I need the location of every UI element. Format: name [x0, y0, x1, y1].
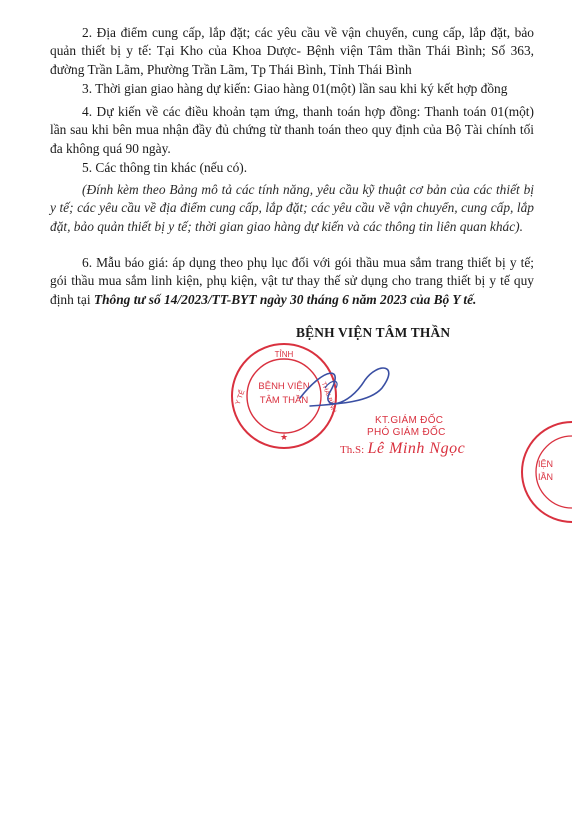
item-5-note: (Đính kèm theo Bảng mô tả các tính năng, yêu cầu kỹ thuật cơ bản của các thiết bị y tế; các yêu cầu về địa điểm cung cấp, lắp đặt; các yêu cầu về vận chuyển, cung cấp, lắp đặt, bảo quản thiết bị y tế; thời gian giao hàng dự kiến và các thông tin liên quan khác). — [50, 182, 534, 234]
item-6-circular-reference: Thông tư số 14/2023/TT-BYT ngày 30 tháng 6 năm 2023 — [93, 291, 407, 307]
item-5-other-info: 5. Các thông tin khác (nếu có). — [82, 160, 248, 175]
stamp-star-icon: ★ — [279, 432, 289, 442]
organization-name: BỆNH VIỆN TÂM THẦN — [296, 325, 451, 340]
signer-prefix: Th.S: — [340, 444, 365, 456]
item-6-ministry: của Bộ Y tế. — [406, 291, 477, 307]
item-2-delivery-location: 2. Địa điểm cung cấp, lắp đặt; các yêu cầu về vận chuyển, cung cấp, lắp đặt, bảo quản thiết bị y tế: Tại Kho của Khoa Dược- Bệnh viện Tâm thần Thái Bình; Số 363, đường Trần Lãm, Phường Trần Lãm, Tp Thái Bình, Tỉnh Thái Bình — [50, 25, 534, 77]
partial-stamp-line2: IẦN — [538, 472, 554, 482]
partial-stamp-line1: IỆN — [538, 459, 554, 469]
signature-stroke — [300, 368, 389, 406]
item-6-quotation-form — [50, 254, 534, 309]
stamp-center-line1: BỆNH VIỆN — [258, 381, 310, 392]
signer-name: Lê Minh Ngọc — [367, 440, 466, 457]
partial-stamp-icon — [500, 420, 572, 530]
handwritten-signature-icon — [270, 358, 420, 422]
item-3-delivery-time: 3. Thời gian giao hàng dự kiến: Giao hàng 01(một) lần sau khi ký kết hợp đồng — [82, 81, 508, 96]
stamp-center-line2: TÂM THẦN — [259, 395, 309, 406]
stamp-top-text: TỈNH — [274, 350, 294, 359]
signer-role-1: KT.GIÁM ĐỐC — [375, 415, 444, 426]
stamp-left-text: Y TẾ — [234, 389, 247, 406]
signer-name-block — [340, 440, 465, 458]
stamp-right-text: THÁI BÌNH — [319, 381, 338, 414]
signer-role-2: PHÓ GIÁM ĐỐC — [367, 427, 446, 438]
item-4-payment-terms: 4. Dự kiến về các điều khoản tạm ứng, thanh toán hợp đồng: Thanh toán 01(một) lần sau khi bên mua nhận đầy đủ chứng từ thanh toán theo quy định của Bộ Tài chính tối đa không quá 90 ngày. — [50, 104, 534, 156]
item-6-text: 6. Mẫu báo giá: áp dụng theo phụ lục đối với gói thầu mua sắm trang thiết bị y tế; gói thầu mua sắm linh kiện, phụ kiện, vật tư thay thế sử dụng cho trang thiết bị y tế quy định tại — [50, 255, 534, 307]
